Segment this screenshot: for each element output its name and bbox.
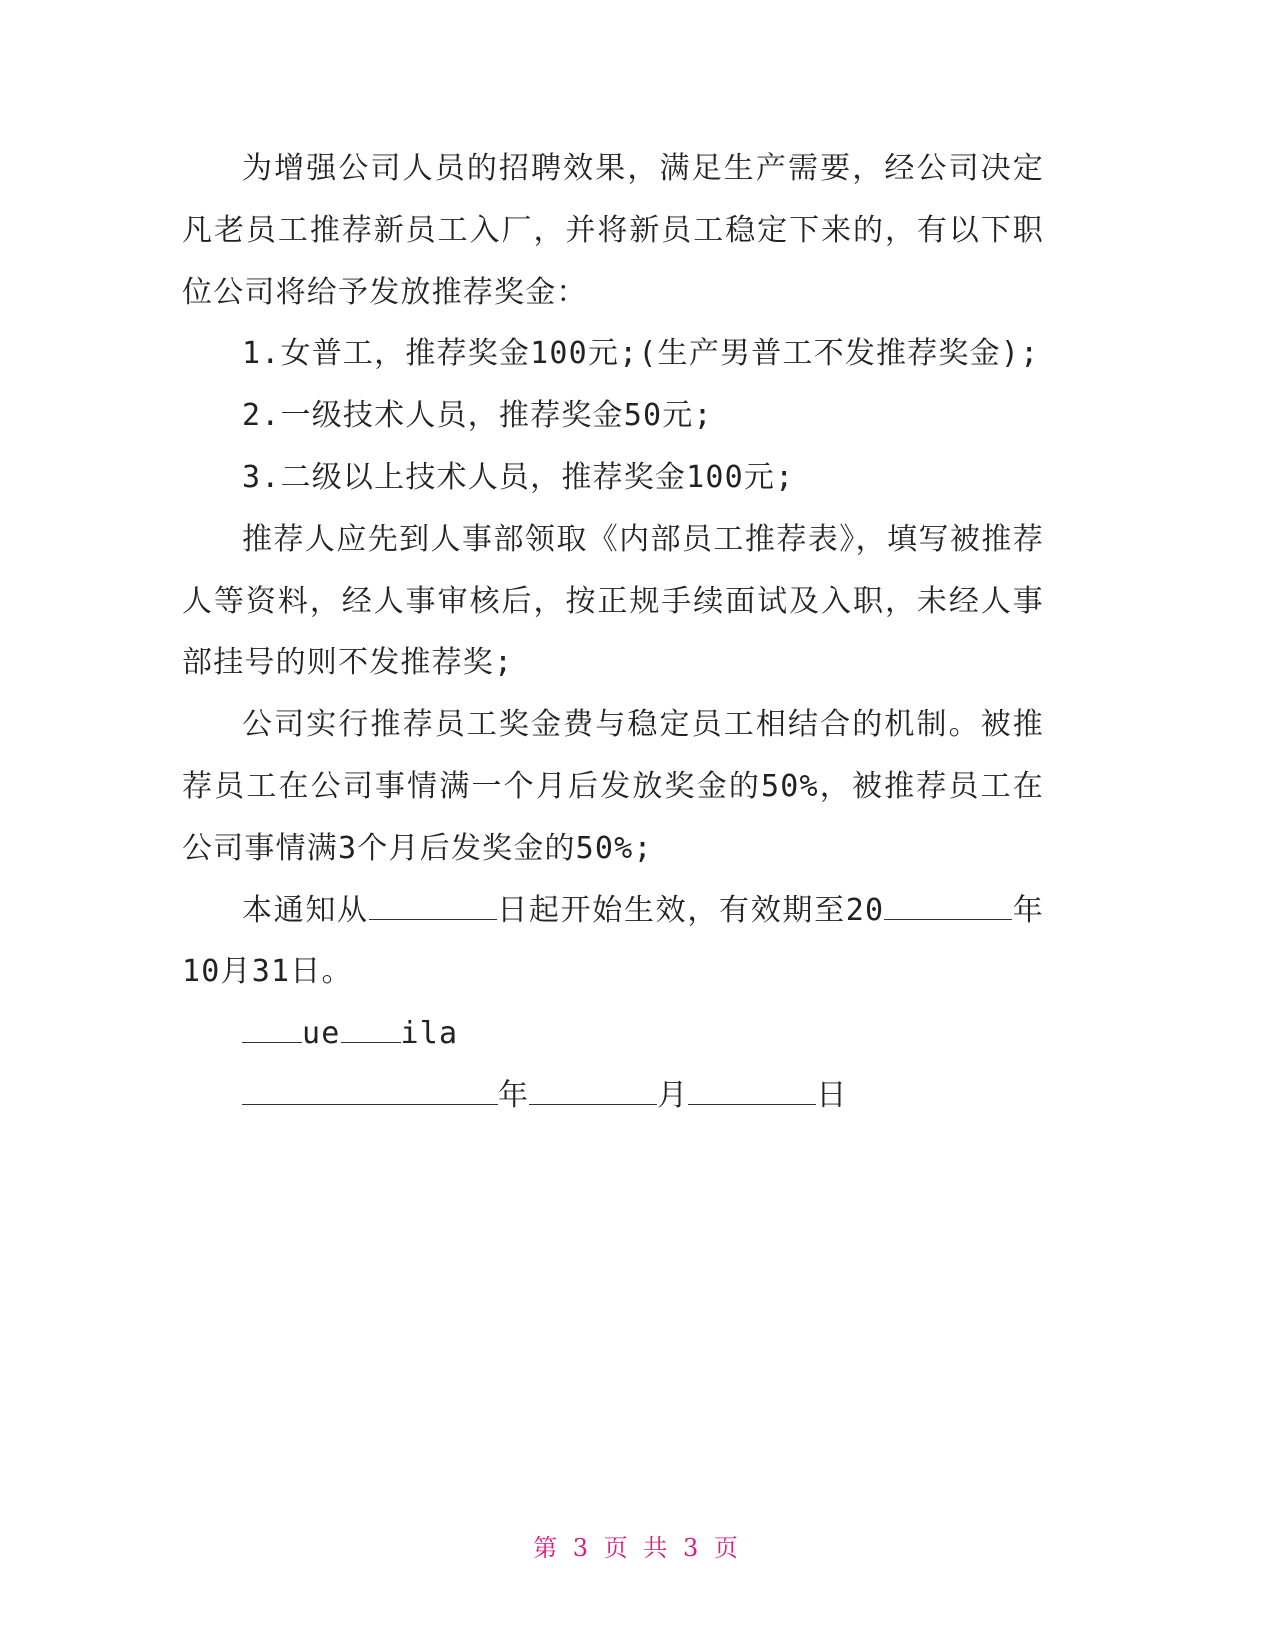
document-body [182, 138, 1044, 1127]
intro-paragraph: 为增强公司人员的招聘效果，满足生产需要，经公司决定凡老员工推荐新员工入厂，并将新员工稳定下来的，有以下职位公司将给予发放推荐奖金： [182, 151, 1044, 310]
list-item-2: 2.一级技术人员，推荐奖金50元; [242, 398, 713, 434]
mechanism-paragraph: 公司实行推荐员工奖金费与稳定员工相结合的机制。被推荐员工在公司事情满一个月后发放奖金的50%，被推荐员工在公司事情满3个月后发奖金的50%; [182, 707, 1044, 866]
signature-part-1: ue [302, 1016, 341, 1052]
date-day-blank [688, 1074, 816, 1105]
date-year-label: 年 [498, 1077, 530, 1113]
effective-date-paragraph [182, 880, 1044, 1004]
list-item-3: 3.二级以上技术人员，推荐奖金100元; [242, 459, 795, 495]
effective-suffix: 年10月31日。 [182, 892, 1044, 990]
signature-blank-1 [242, 1012, 302, 1043]
effective-middle: 日起开始生效，有效期至20 [496, 892, 885, 928]
year-blank [884, 889, 1012, 920]
start-date-blank [369, 889, 497, 920]
date-line [182, 1065, 1044, 1127]
signature-line [182, 1003, 1044, 1065]
procedure-paragraph: 推荐人应先到人事部领取《内部员工推荐表》，填写被推荐人等资料，经人事审核后，按正规手续面试及入职，未经人事部挂号的则不发推荐奖; [182, 521, 1044, 681]
date-month-blank [529, 1074, 657, 1105]
page-footer: 第 3 页 共 3 页 [533, 1534, 742, 1562]
effective-prefix: 本通知从 [242, 892, 369, 928]
date-month-label: 月 [657, 1077, 689, 1113]
list-item-1: 1.女普工，推荐奖金100元;(生产男普工不发推荐奖金); [242, 336, 1040, 372]
signature-blank-2 [341, 1012, 401, 1043]
signature-part-2: ila [400, 1016, 459, 1052]
date-day-label: 日 [816, 1077, 848, 1113]
date-year-blank [242, 1074, 498, 1105]
